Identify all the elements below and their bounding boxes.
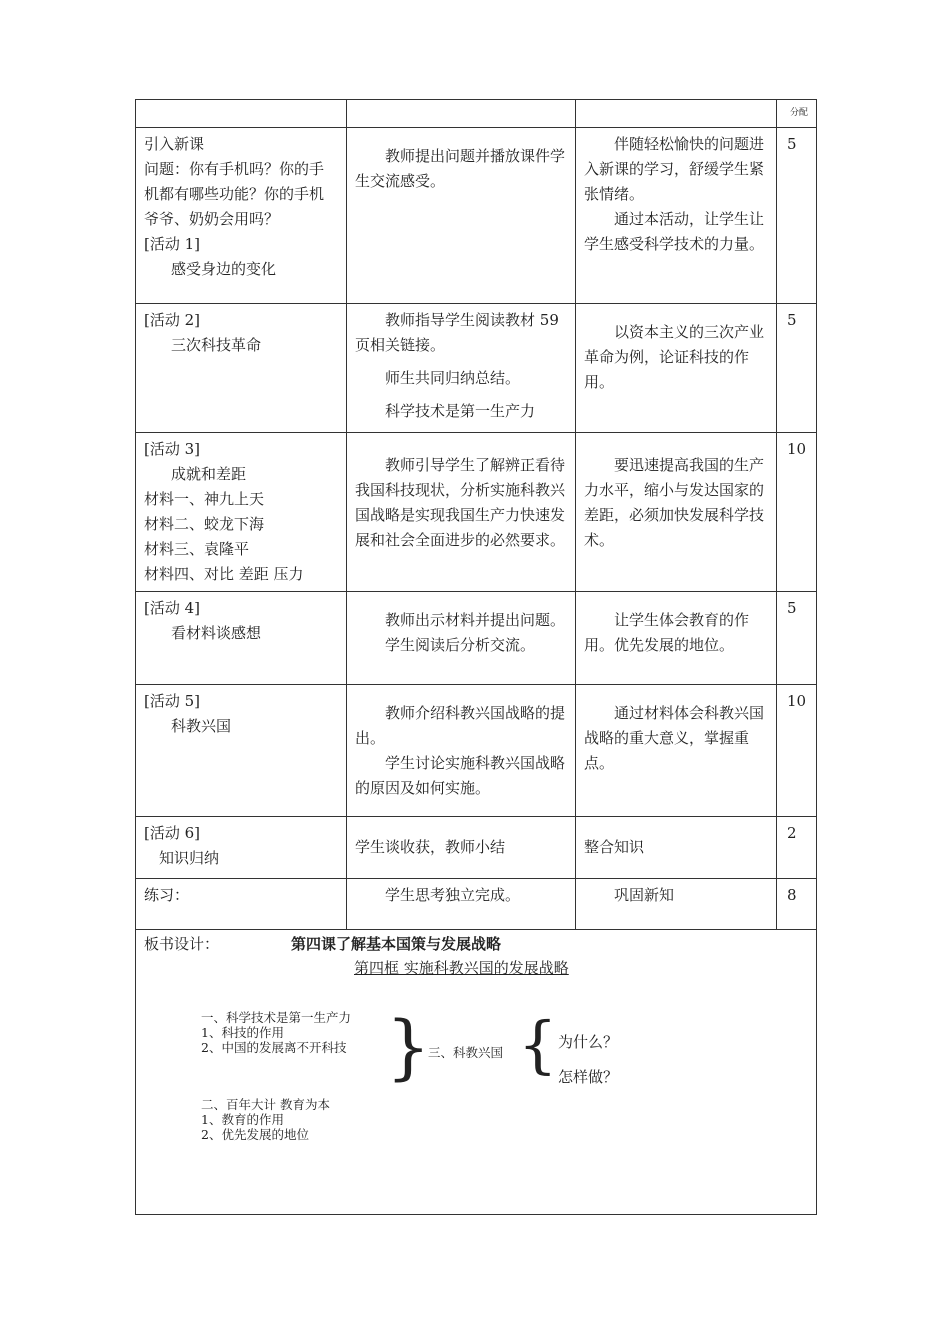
activity-cell	[136, 685, 347, 817]
activity-question: 问题：你有手机吗？你的手机都有哪些功能？你的手机爷爷、奶奶会用吗？	[144, 160, 325, 228]
material-item: 材料二、蛟龙下海	[144, 515, 265, 533]
table-row	[136, 128, 817, 304]
intent-cell	[576, 685, 777, 817]
left-brace: {	[518, 1008, 558, 1081]
score-cell: 2	[777, 817, 817, 879]
teacher-cell	[347, 433, 576, 592]
teacher-cell	[347, 304, 576, 433]
teacher-text: 教师指导学生阅读教材 59 页相关链接。	[355, 311, 559, 354]
activity-name: 知识归纳	[159, 849, 220, 867]
board-line: 一、科学技术是第一生产力	[201, 1010, 352, 1025]
board-line: 2、中国的发展离不开科技	[201, 1040, 347, 1055]
board-line: 2、优先发展的地位	[201, 1127, 309, 1142]
activity-label: [活动 4]	[144, 599, 201, 617]
intent-cell	[576, 128, 777, 304]
intent-text: 要迅速提高我国的生产力水平，缩小与发达国家的差距，必须加快发展科学技术。	[584, 456, 765, 549]
activity-name: 科教兴国	[171, 717, 232, 735]
teacher-cell	[347, 817, 576, 879]
activity-label: [活动 2]	[144, 311, 201, 329]
intent-text: 伴随轻松愉快的问题进入新课的学习，舒缓学生紧张情绪。	[584, 135, 765, 203]
teacher-text: 学生思考独立完成。	[385, 886, 521, 904]
intent-cell	[576, 433, 777, 592]
board-label: 板书设计：	[144, 935, 220, 953]
intent-cell	[576, 879, 777, 930]
table-row	[136, 433, 817, 592]
intent-text: 整合知识	[584, 838, 645, 856]
activity-label: [活动 6]	[144, 824, 201, 842]
lesson-plan-table	[135, 99, 817, 1215]
intent-cell	[576, 817, 777, 879]
table-row	[136, 817, 817, 879]
activity-name: 三次科技革命	[171, 336, 262, 354]
activity-cell	[136, 817, 347, 879]
teacher-text: 学生讨论实施科教兴国战略的原因及如何实施。	[355, 754, 566, 797]
intent-text: 通过本活动，让学生让学生感受科学技术的力量。	[584, 210, 765, 253]
board-subtitle: 第四框 实施科教兴国的发展战略	[354, 959, 569, 977]
activity-cell	[136, 592, 347, 685]
board-design-cell	[136, 930, 817, 1215]
intent-text: 巩固新知	[614, 886, 675, 904]
teacher-cell	[347, 128, 576, 304]
board-line: 二、百年大计 教育为本	[201, 1097, 330, 1112]
table-row	[136, 879, 817, 930]
board-design	[136, 930, 816, 1214]
activity-cell	[136, 433, 347, 592]
header-cell-score: 分配	[777, 100, 817, 128]
header-cell-empty	[136, 100, 347, 128]
activity-label: [活动 5]	[144, 692, 201, 710]
board-line: 1、教育的作用	[201, 1112, 284, 1127]
activity-label: 练习：	[144, 886, 190, 904]
header-cell-empty	[347, 100, 576, 128]
activity-name: 感受身边的变化	[171, 260, 277, 278]
activity-label: [活动 1]	[144, 235, 201, 253]
activity-cell	[136, 304, 347, 433]
activity-name: 看材料谈感想	[171, 624, 262, 642]
board-part-two	[201, 1097, 330, 1142]
teacher-cell	[347, 592, 576, 685]
header-cell-empty	[576, 100, 777, 128]
teacher-text: 教师介绍科教兴国战略的提出。	[355, 704, 566, 747]
material-item: 材料一、神九上天	[144, 490, 265, 508]
activity-cell	[136, 879, 347, 930]
score-cell: 5	[777, 128, 817, 304]
intent-text: 以资本主义的三次产业革命为例，论证科技的作用。	[584, 323, 765, 391]
board-design-row	[136, 930, 817, 1215]
score-cell: 10	[777, 685, 817, 817]
table-row	[136, 685, 817, 817]
teacher-text: 科学技术是第一生产力	[385, 402, 536, 420]
teacher-cell	[347, 879, 576, 930]
material-item: 材料四、对比 差距 压力	[144, 565, 304, 583]
activity-name: 成就和差距	[171, 465, 247, 483]
intent-text: 让学生体会教育的作用。优先发展的地位。	[584, 611, 750, 654]
teacher-text: 学生谈收获，教师小结	[355, 838, 506, 856]
teacher-text: 师生共同归纳总结。	[385, 369, 521, 387]
teacher-text: 教师出示材料并提出问题。	[385, 611, 566, 629]
intent-cell	[576, 304, 777, 433]
board-question: 为什么？	[558, 1033, 619, 1051]
right-brace: }	[386, 1006, 431, 1088]
score-cell: 8	[777, 879, 817, 930]
table-header-row	[136, 100, 817, 128]
board-question: 怎样做？	[558, 1068, 619, 1086]
score-cell: 5	[777, 304, 817, 433]
board-part-three: 三、科教兴国	[428, 1045, 504, 1060]
table-row	[136, 592, 817, 685]
table-row	[136, 304, 817, 433]
score-cell: 5	[777, 592, 817, 685]
activity-label: [活动 3]	[144, 440, 201, 458]
board-title: 第四课了解基本国策与发展战略	[291, 935, 502, 953]
teacher-text: 教师提出问题并播放课件学生交流感受。	[355, 147, 566, 190]
teacher-text: 学生阅读后分析交流。	[385, 636, 536, 654]
activity-cell	[136, 128, 347, 304]
teacher-cell	[347, 685, 576, 817]
board-line: 1、科技的作用	[201, 1025, 284, 1040]
material-item: 材料三、袁隆平	[144, 540, 250, 558]
board-part-one	[201, 1010, 351, 1055]
teacher-text: 教师引导学生了解辨正看待我国科技现状，分析实施科教兴国战略是实现我国生产力快速发展和社会全面进步的必然要求。	[355, 456, 566, 549]
score-cell: 10	[777, 433, 817, 592]
intent-text: 通过材料体会科教兴国战略的重大意义，掌握重点。	[584, 704, 765, 772]
intent-cell	[576, 592, 777, 685]
activity-title: 引入新课	[144, 135, 205, 153]
